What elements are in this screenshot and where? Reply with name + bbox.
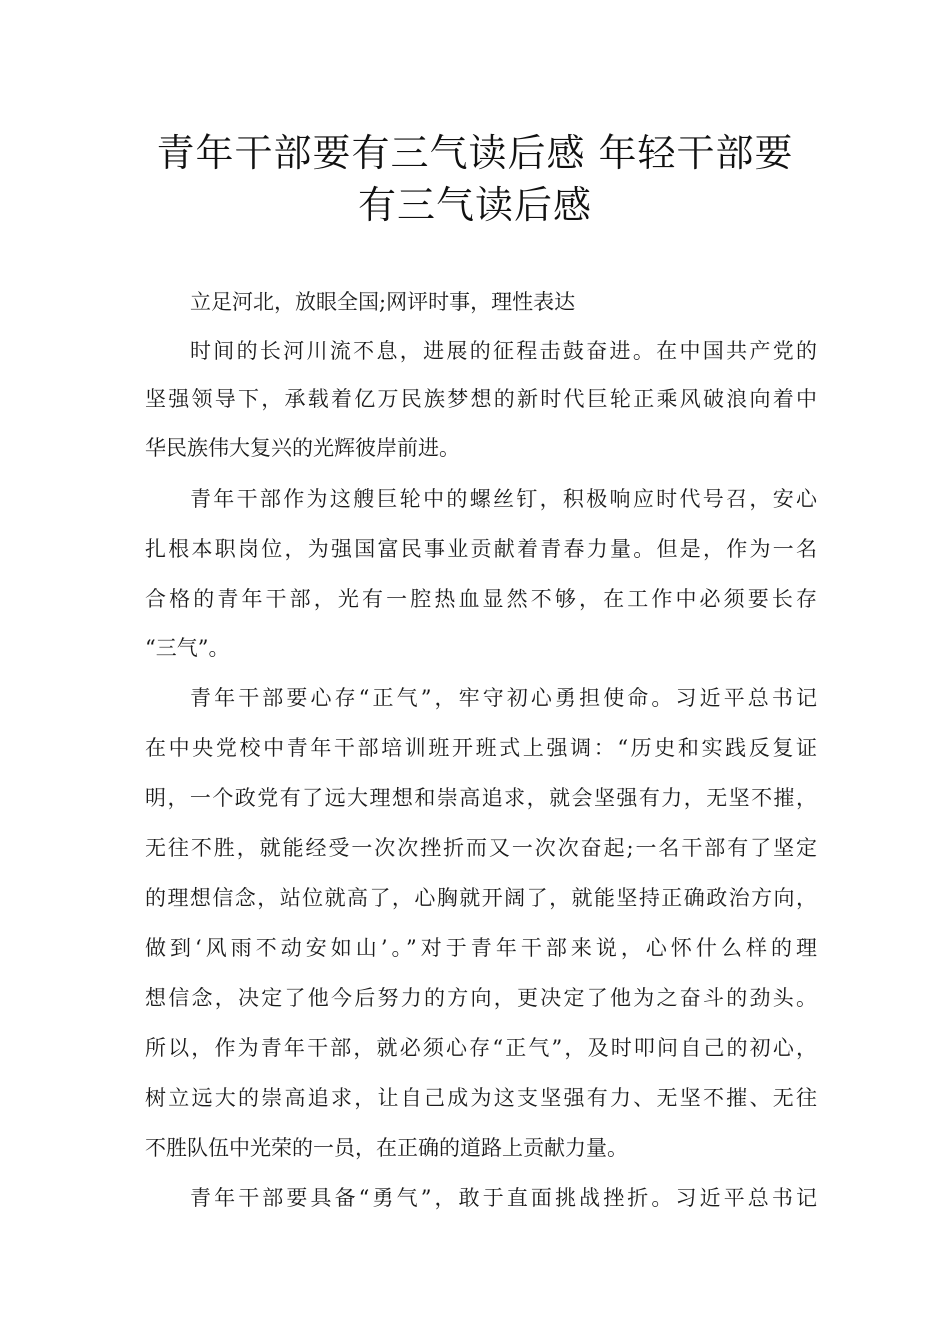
paragraph-line: “三气”。	[145, 636, 230, 660]
paragraph-line: 的理想信念，站位就高了，心胸就开阔了，就能坚持正确政治方向，	[145, 886, 817, 910]
paragraph-line: 树立远大的崇高追求，让自己成为这支坚强有力、无坚不摧、无往	[145, 1086, 817, 1110]
document-title-line-1: 青年干部要有三气读后感 年轻干部要	[156, 131, 794, 175]
paragraph-line: 无往不胜，就能经受一次次挫折而又一次次奋起;一名干部有了坚定	[145, 836, 817, 860]
paragraph-line: 青年干部要具备“勇气”，敢于直面挑战挫折。习近平总书记	[190, 1186, 817, 1210]
paragraph-line: 想信念，决定了他今后努力的方向，更决定了他为之奋斗的劲头。	[145, 986, 817, 1010]
subtitle-line: 立足河北，放眼全国;网评时事，理性表达	[190, 290, 576, 314]
paragraph-line: 不胜队伍中光荣的一员，在正确的道路上贡献力量。	[145, 1136, 628, 1160]
paragraph-line: 青年干部作为这艘巨轮中的螺丝钉，积极响应时代号召，安心	[190, 487, 817, 511]
paragraph-line: 时间的长河川流不息，进展的征程击鼓奋进。在中国共产党的	[190, 339, 817, 363]
paragraph-line: 华民族伟大复兴的光辉彼岸前进。	[145, 436, 460, 460]
paragraph-line: 青年干部要心存“正气”，牢守初心勇担使命。习近平总书记	[190, 686, 817, 710]
paragraph-line: 明，一个政党有了远大理想和崇高追求，就会坚强有力，无坚不摧，	[145, 786, 817, 810]
paragraph-line: 在中央党校中青年干部培训班开班式上强调：“历史和实践反复证	[145, 736, 817, 760]
paragraph-line: 做到‘风雨不动安如山’。”对于青年干部来说，心怀什么样的理	[145, 936, 817, 960]
paragraph-line: 合格的青年干部，光有一腔热血显然不够，在工作中必须要长存	[145, 587, 817, 611]
paragraph-line: 坚强领导下，承载着亿万民族梦想的新时代巨轮正乘风破浪向着中	[145, 387, 817, 411]
document-title-line-2: 有三气读后感	[357, 183, 592, 227]
paragraph-line: 扎根本职岗位，为强国富民事业贡献着青春力量。但是，作为一名	[145, 537, 817, 561]
paragraph-line: 所以，作为青年干部，就必须心存“正气”，及时叩问自己的初心，	[145, 1036, 817, 1060]
